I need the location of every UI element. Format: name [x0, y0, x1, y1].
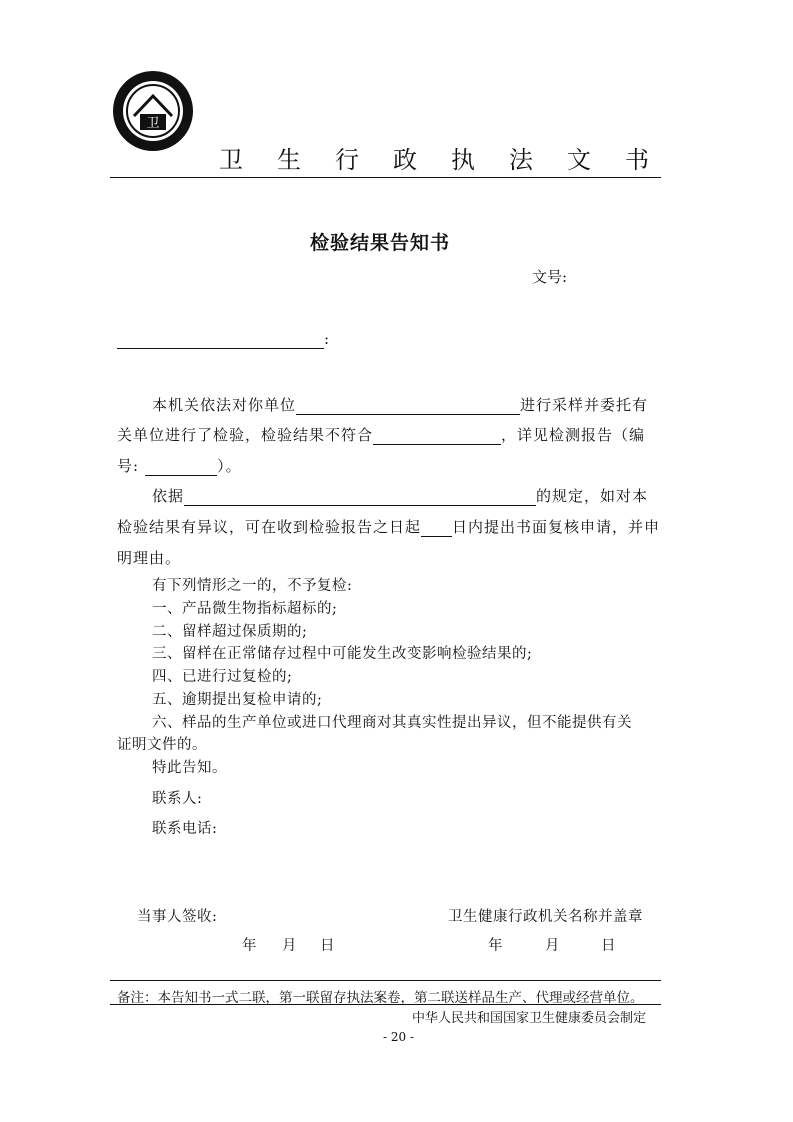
recipient-colon: :: [324, 330, 331, 348]
exception-item: 一、产品微生物指标超标的;: [152, 601, 338, 617]
footer-note: 备注：本告知书一式二联，第一联留存执法案卷，第二联送样品生产、代理或经营单位。: [117, 990, 644, 1006]
exception-item: 二、留样超过保质期的;: [152, 624, 308, 640]
p2-text-c: 检验结果有异议，可在收到检验报告之日起: [117, 518, 422, 536]
exceptions-intro: 有下列情形之一的，不予复检:: [152, 578, 353, 594]
exception-item: 五、逾期提出复检申请的;: [152, 692, 323, 708]
exception-item: 三、留样在正常储存过程中可能发生改变影响检验结果的;: [152, 646, 533, 662]
p1-text-e: 号:: [117, 457, 140, 475]
closing-statement: 特此告知。: [152, 760, 227, 776]
paragraph-1-line-2: [117, 424, 645, 445]
paragraph-2-line-3: 明理由。: [117, 549, 182, 567]
agency-seal-label: 卫生健康行政机关名称并盖章: [448, 909, 643, 925]
paragraph-1-line-3: [117, 455, 242, 476]
standard-blank: [373, 426, 501, 445]
party-signature-label: 当事人签收:: [137, 909, 218, 925]
document-number-label: 文号:: [532, 268, 568, 286]
header-rule: [110, 177, 661, 178]
footer-rule-top: [110, 980, 661, 981]
agency-date-year: 年: [488, 938, 503, 954]
party-date-day: 日: [320, 938, 335, 954]
agency-date-day: 日: [601, 938, 616, 954]
p1-text-b: 进行采样并委托有: [520, 396, 649, 414]
p2-text-d: 日内提出书面复核申请，并申: [452, 518, 661, 536]
p2-text-b: 的规定，如对本: [536, 487, 649, 505]
days-blank: [421, 518, 452, 537]
emblem-center-text: 卫: [146, 116, 160, 131]
contact-phone-label: 联系电话:: [152, 821, 218, 837]
agency-date-month: 月: [545, 938, 560, 954]
p1-text-a: 本机关依法对你单位: [152, 396, 297, 414]
p1-text-f: ）。: [217, 457, 242, 475]
page-number: - 20 -: [383, 1030, 415, 1044]
paragraph-2-line-2: [117, 516, 660, 537]
regulation-blank: [184, 487, 536, 506]
exception-item-continuation: 证明文件的。: [117, 737, 207, 753]
exception-item: 四、已进行过复检的;: [152, 669, 293, 685]
paragraph-2-line-1: [152, 485, 648, 506]
document-title: 检验结果告知书: [310, 232, 451, 254]
issuing-authority: 中华人民共和国国家卫生健康委员会制定: [412, 1011, 647, 1026]
party-date-year: 年: [242, 938, 257, 954]
report-number-blank: [145, 457, 217, 476]
unit-blank: [296, 396, 520, 415]
recipient-line: [117, 330, 330, 349]
national-health-emblem: [112, 70, 194, 152]
party-date-month: 月: [282, 938, 297, 954]
paragraph-1-line-1: [152, 394, 648, 415]
p1-text-c: 关单位进行了检验，检验结果不符合: [117, 426, 374, 444]
header-title: 卫生行政执法文书: [219, 146, 683, 174]
p2-text-a: 依据: [152, 487, 185, 505]
p1-text-d: ，详见检测报告（编: [501, 426, 646, 444]
footer-rule-bottom: [110, 1004, 661, 1005]
contact-person-label: 联系人:: [152, 791, 203, 807]
recipient-blank: [117, 330, 324, 349]
exception-item: 六、样品的生产单位或进口代理商对其真实性提出异议，但不能提供有关: [152, 715, 632, 731]
